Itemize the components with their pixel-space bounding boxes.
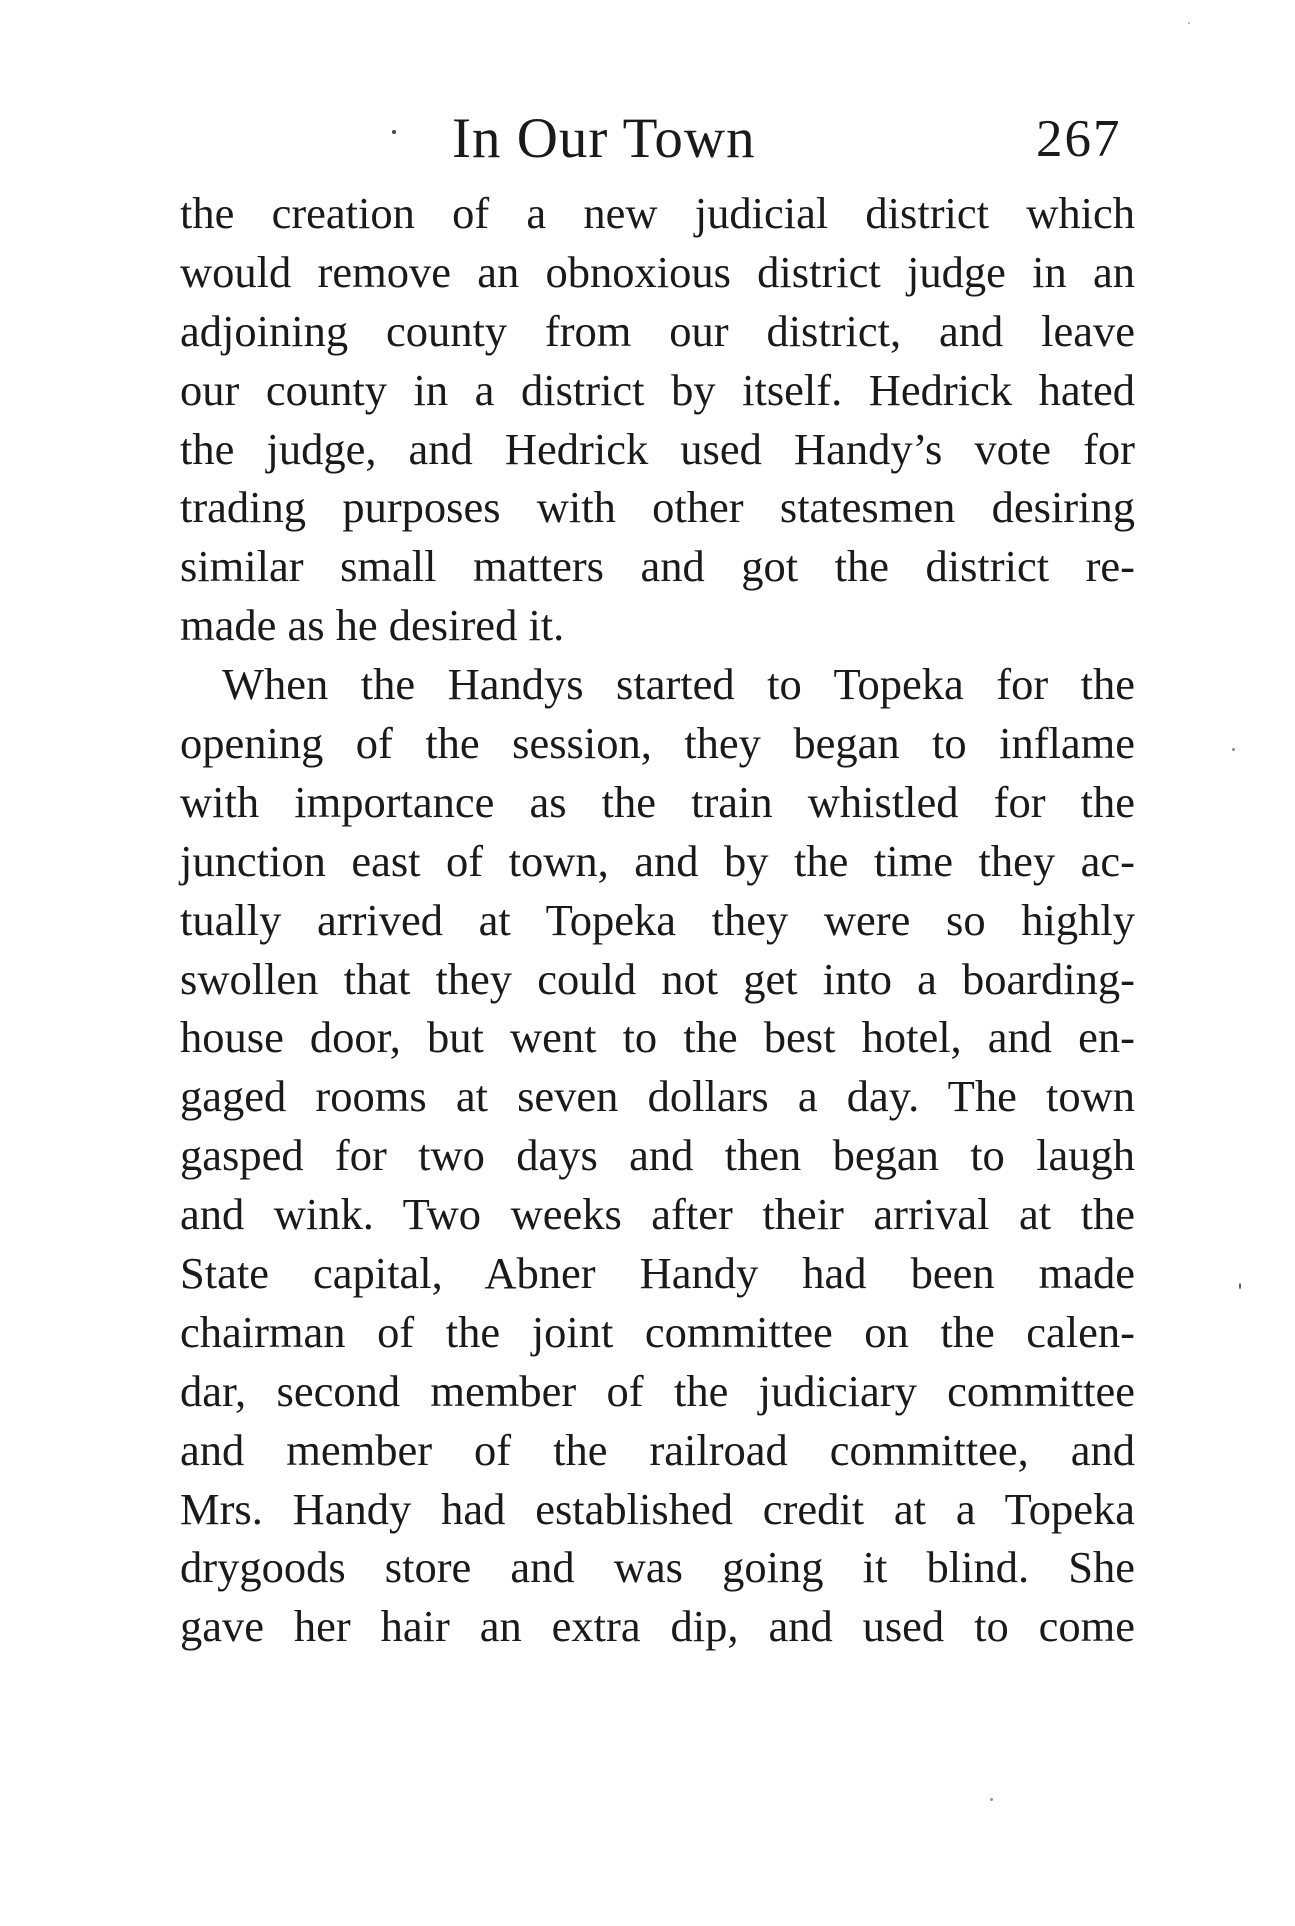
text-line: opening of the session, they began to inflame — [180, 718, 1135, 769]
paragraph — [180, 184, 1135, 655]
text-line: trading purposes with other statesmen desiring — [180, 482, 1135, 533]
scan-speck — [1232, 748, 1235, 751]
text-line: gave her hair an extra dip, and used to come — [180, 1601, 1135, 1652]
text-line: tually arrived at Topeka they were so highly — [180, 894, 1135, 945]
scan-speck — [1188, 22, 1190, 24]
text-line: made as he desired it. — [180, 600, 565, 651]
text-line: would remove an obnoxious district judge in an — [180, 246, 1135, 297]
text-line: gasped for two days and then began to laugh — [180, 1130, 1135, 1181]
text-line: similar small matters and got the district re- — [180, 541, 1135, 592]
running-title: In Our Town — [452, 107, 756, 170]
page-number: 267 — [1036, 110, 1122, 168]
text-line: When the Handys started to Topeka for the — [222, 659, 1135, 710]
text-line: adjoining county from our district, and leave — [180, 305, 1135, 356]
text-line: and member of the railroad committee, and — [180, 1424, 1135, 1475]
text-line: house door, but went to the best hotel, and en- — [180, 1012, 1135, 1063]
text-line: swollen that they could not get into a boarding- — [180, 953, 1135, 1004]
body-text — [180, 184, 1135, 1656]
text-line: dar, second member of the judiciary committee — [180, 1365, 1135, 1416]
running-head — [0, 104, 1295, 174]
scan-speck — [392, 130, 396, 134]
paragraph — [180, 655, 1135, 1656]
text-line: drygoods store and was going it blind. She — [180, 1542, 1135, 1593]
text-line: State capital, Abner Handy had been made — [180, 1248, 1135, 1299]
scan-speck — [1239, 1283, 1241, 1289]
scan-speck — [990, 1798, 993, 1801]
text-line: junction east of town, and by the time they ac- — [180, 835, 1135, 886]
text-line: and wink. Two weeks after their arrival at the — [180, 1189, 1135, 1240]
text-line: our county in a district by itself. Hedrick hated — [180, 364, 1135, 415]
text-line: chairman of the joint committee on the calen- — [180, 1306, 1135, 1357]
text-line: gaged rooms at seven dollars a day. The town — [180, 1071, 1135, 1122]
text-line: with importance as the train whistled for the — [180, 776, 1135, 827]
text-line: Mrs. Handy had established credit at a Topeka — [180, 1483, 1135, 1534]
text-line: the judge, and Hedrick used Handy’s vote for — [180, 423, 1135, 474]
text-line: the creation of a new judicial district which — [180, 188, 1135, 238]
